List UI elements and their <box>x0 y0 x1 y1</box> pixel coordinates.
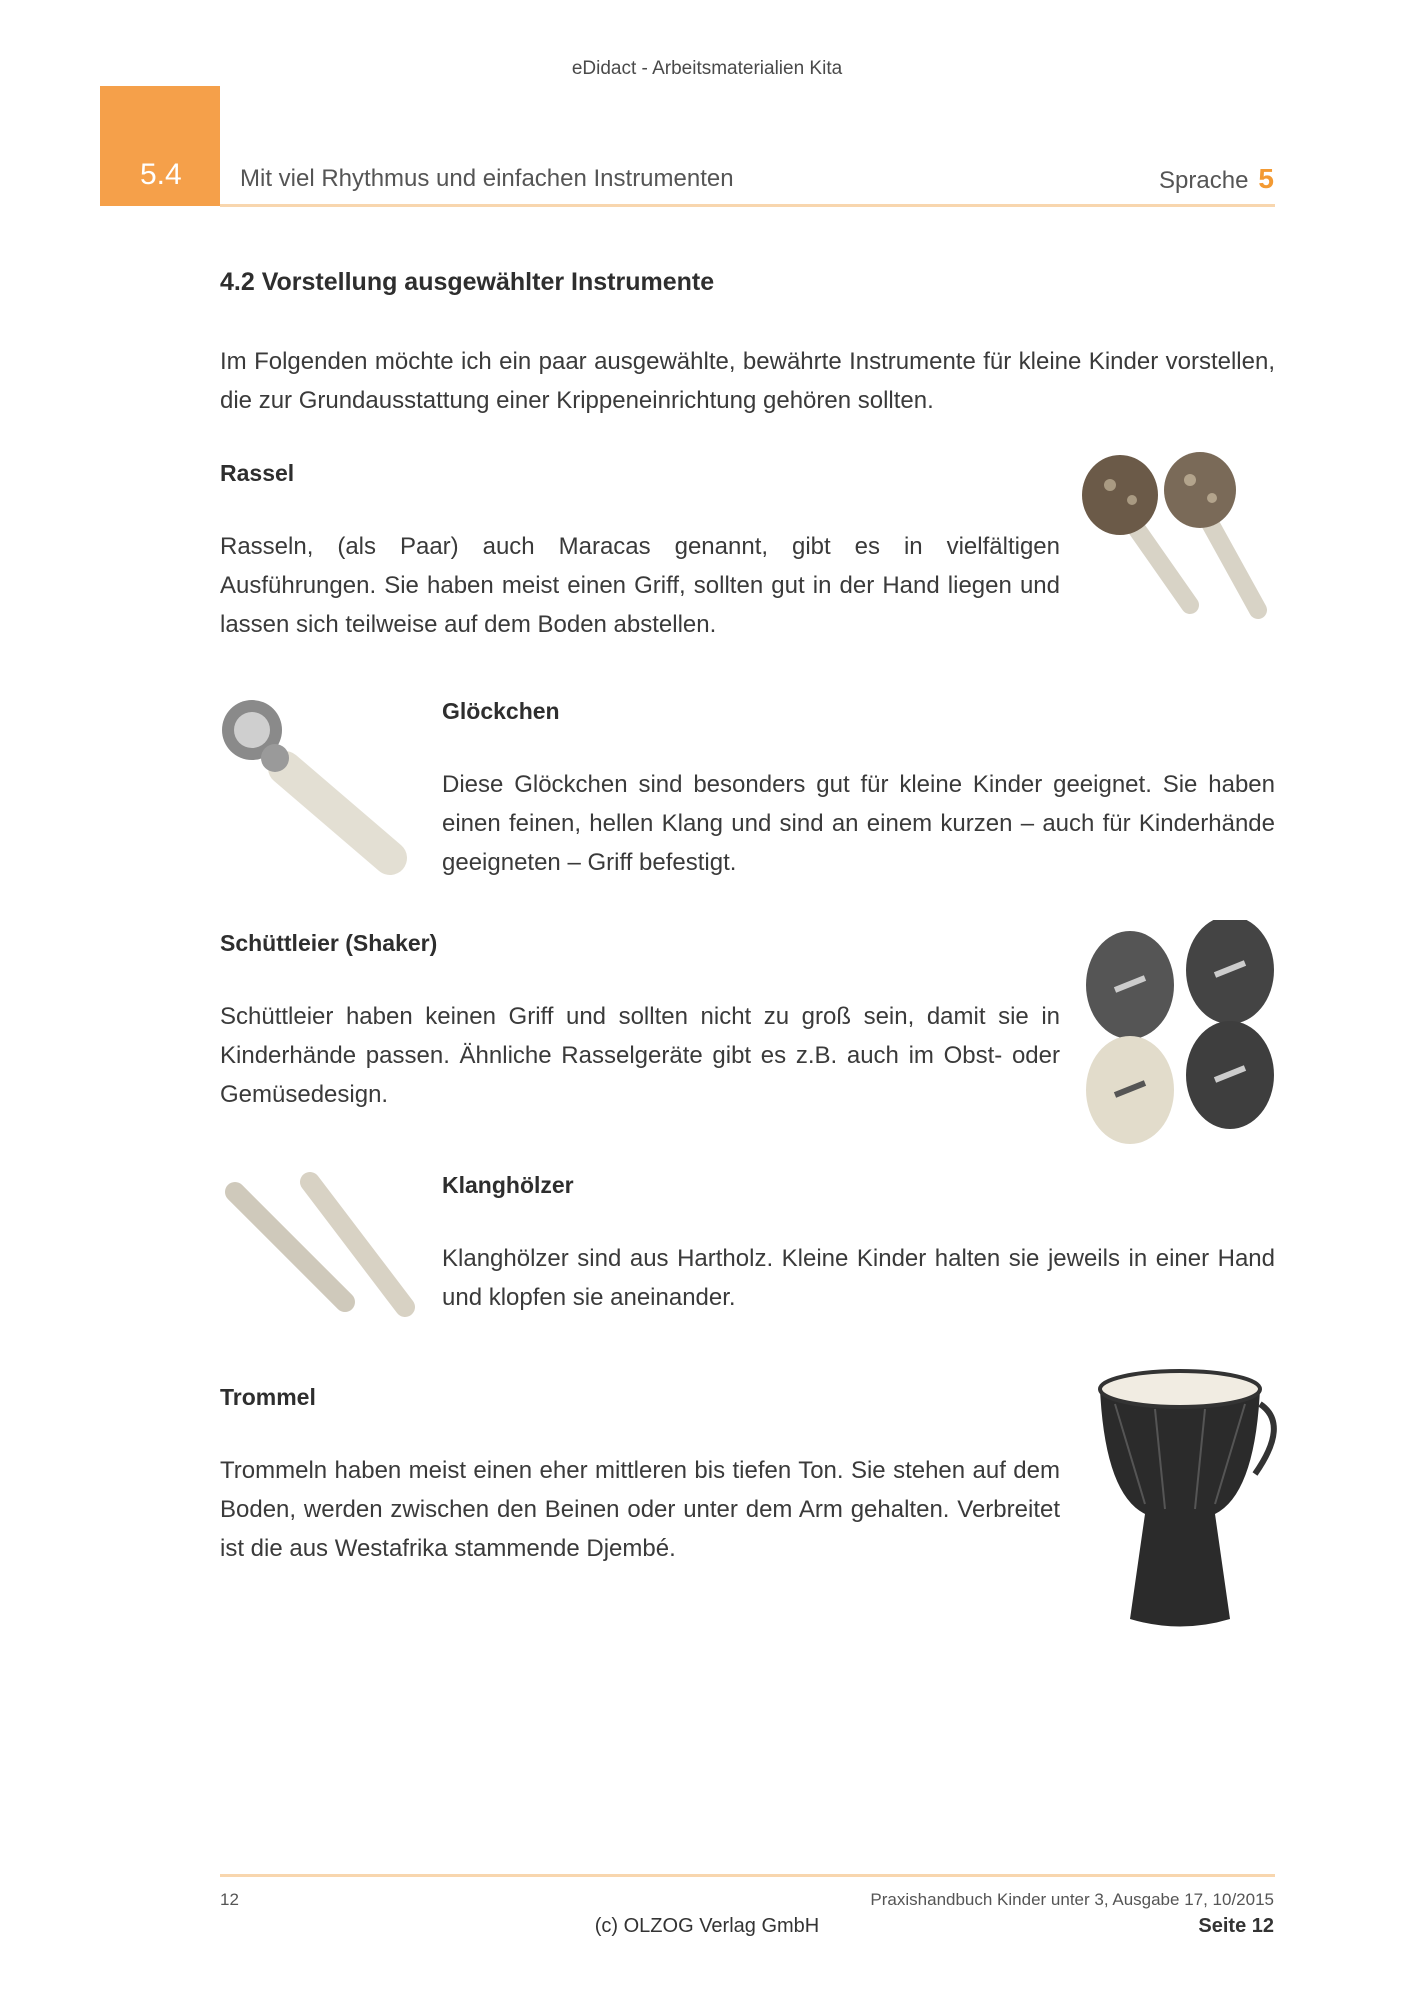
instrument-gloeckchen <box>220 698 1275 920</box>
intro-paragraph: Im Folgenden möchte ich ein paar ausgewählte, bewährte Instrumente für kleine Kinder vorstellen, die zur Grundausstattung einer Krippeneinrichtung gehören sollten. <box>220 348 1275 414</box>
claves-image <box>220 1172 420 1322</box>
instrument-title: Schüttleier (Shaker) <box>220 930 438 956</box>
instrument-title: Rassel <box>220 460 295 486</box>
header-divider <box>220 204 1275 207</box>
instrument-title: Trommel <box>220 1384 316 1410</box>
instrument-rassel <box>220 460 1275 688</box>
instrument-title: Klanghölzer <box>442 1172 574 1198</box>
footer-page-number: 12 <box>220 1890 239 1909</box>
egg-shakers-image <box>1080 920 1280 1160</box>
instrument-schuettleier <box>220 930 1275 1162</box>
page-content <box>220 268 1275 1624</box>
instrument-text: Trommeln haben meist einen eher mittleren bis tiefen Ton. Sie stehen auf dem Boden, werden zwischen den Beinen oder unter dem Arm gehalten. Verbreitet ist die aus Westafrika stammende Djembé. <box>220 1457 1060 1562</box>
footer-source: Praxishandbuch Kinder unter 3, Ausgabe 17, 10/2015 <box>870 1890 1274 1909</box>
section-number: 5 <box>1258 163 1274 194</box>
maracas-image <box>1080 450 1280 630</box>
instrument-text: Diese Glöckchen sind besonders gut für kleine Kinder geeignet. Sie haben einen feinen, hellen Klang und sind an einem kurzen – auch für Kinderhände geeigneten – Griff befestigt. <box>442 771 1275 876</box>
instrument-text: Schüttleier haben keinen Griff und sollten nicht zu groß sein, damit sie in Kinderhände passen. Ähnliche Rasselgeräte gibt es z.B. auch im Obst- oder Gemüsedesign. <box>220 1003 1060 1108</box>
section-heading: 4.2 Vorstellung ausgewählter Instrumente <box>220 268 715 296</box>
footer-seite: Seite 12 <box>1198 1915 1274 1937</box>
instrument-text: Klanghölzer sind aus Hartholz. Kleine Kinder halten sie jeweils in einer Hand und klopfen sie aneinander. <box>442 1245 1275 1311</box>
djembe-image <box>1075 1364 1285 1634</box>
footer-copyright: (c) OLZOG Verlag GmbH <box>594 1915 820 1937</box>
instrument-klanghoelzer <box>220 1172 1275 1384</box>
section-label-text: Sprache <box>1159 167 1249 194</box>
chapter-badge <box>100 86 220 206</box>
running-title: Mit viel Rhythmus und einfachen Instrumenten <box>240 165 734 192</box>
instrument-text: Rasseln, (als Paar) auch Maracas genannt, gibt es in vielfältigen Ausführungen. Sie haben meist einen Griff, sollten gut in der Hand liegen und lassen sich teilweise auf dem Boden abstellen. <box>220 533 1060 638</box>
section-label <box>1159 163 1274 195</box>
site-banner: eDidact - Arbeitsmaterialien Kita <box>571 58 843 79</box>
bells-image <box>220 698 420 878</box>
chapter-number: 5.4 <box>140 158 182 191</box>
footer-divider <box>220 1874 1275 1877</box>
instrument-title: Glöckchen <box>442 698 560 724</box>
instrument-trommel <box>220 1384 1275 1624</box>
